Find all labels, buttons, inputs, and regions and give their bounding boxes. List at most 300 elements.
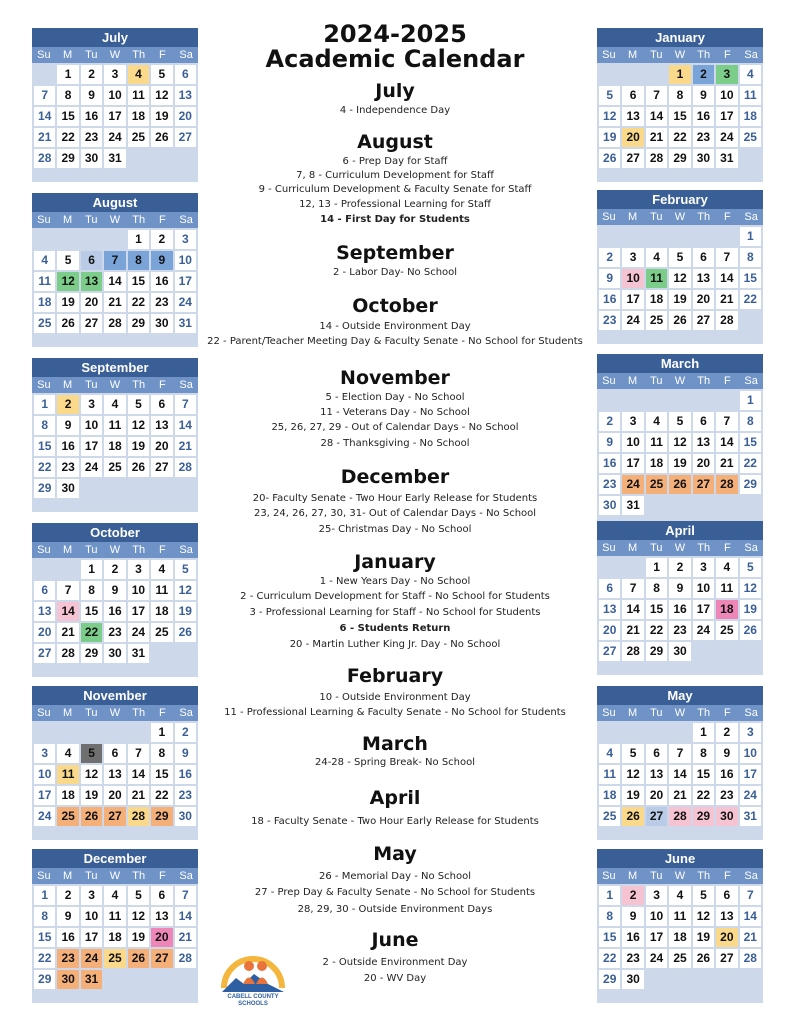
day-cell: 3 bbox=[81, 886, 102, 905]
day-cell: 21 bbox=[646, 128, 667, 147]
day-cell: 18 bbox=[151, 602, 172, 621]
weekday-header-row bbox=[32, 868, 198, 884]
day-cell: 24 bbox=[646, 949, 667, 968]
weekday-label: F bbox=[159, 379, 166, 391]
day-cell: 30 bbox=[57, 479, 78, 498]
day-cell: 14 bbox=[740, 907, 761, 926]
day-cell: 5 bbox=[81, 744, 102, 763]
day-cell: 17 bbox=[104, 107, 125, 126]
event-item: 3 - Professional Learning for Staff - No School for Students bbox=[249, 607, 541, 618]
event-heading-april: April bbox=[369, 787, 421, 809]
month-header: February bbox=[597, 190, 763, 209]
day-cell: 14 bbox=[716, 433, 737, 452]
day-cell: 25 bbox=[151, 623, 172, 642]
empty-day-cell bbox=[599, 65, 620, 84]
day-cell: 12 bbox=[669, 269, 690, 288]
day-grid bbox=[32, 228, 198, 347]
weekday-label: M bbox=[627, 211, 638, 223]
day-cell: 23 bbox=[57, 949, 78, 968]
day-cell: 10 bbox=[646, 907, 667, 926]
event-item: 9 - Curriculum Development & Faculty Senate for Staff bbox=[258, 184, 532, 195]
day-cell: 12 bbox=[128, 907, 149, 926]
weekday-label: Sa bbox=[744, 870, 758, 882]
month-header: June bbox=[597, 849, 763, 868]
day-cell: 15 bbox=[646, 600, 667, 619]
day-cell: 21 bbox=[622, 621, 643, 640]
day-cell: 5 bbox=[669, 412, 690, 431]
weekday-label: F bbox=[724, 49, 731, 61]
weekday-label: Su bbox=[37, 870, 51, 882]
day-cell: 20 bbox=[622, 128, 643, 147]
day-cell: 23 bbox=[693, 128, 714, 147]
day-cell: 1 bbox=[151, 723, 172, 742]
day-cell: 6 bbox=[151, 886, 172, 905]
day-cell: 12 bbox=[128, 416, 149, 435]
day-cell: 21 bbox=[175, 928, 196, 947]
day-cell: 20 bbox=[104, 786, 125, 805]
weekday-header-row bbox=[32, 542, 198, 558]
event-item: 18 - Faculty Senate - Two Hour Early Release for Students bbox=[251, 816, 539, 827]
day-cell: 29 bbox=[151, 807, 172, 826]
empty-day-cell bbox=[128, 723, 149, 742]
weekday-label: Su bbox=[37, 49, 51, 61]
weekday-label: W bbox=[674, 211, 686, 223]
day-cell: 25 bbox=[646, 311, 667, 330]
day-cell: 31 bbox=[740, 807, 761, 826]
event-heading-september: September bbox=[336, 242, 454, 264]
day-cell: 6 bbox=[646, 744, 667, 763]
weekday-label: Th bbox=[697, 707, 711, 719]
day-cell: 22 bbox=[599, 949, 620, 968]
day-cell: 16 bbox=[175, 765, 196, 784]
day-cell: 5 bbox=[693, 886, 714, 905]
day-cell: 12 bbox=[151, 86, 172, 105]
weekday-label: M bbox=[62, 379, 73, 391]
day-cell: 11 bbox=[104, 907, 125, 926]
day-cell: 26 bbox=[81, 807, 102, 826]
day-cell: 15 bbox=[81, 602, 102, 621]
day-cell: 22 bbox=[669, 128, 690, 147]
day-cell: 26 bbox=[669, 475, 690, 494]
weekday-label: Su bbox=[37, 214, 51, 226]
title-academic-calendar: Academic Calendar bbox=[265, 45, 525, 73]
day-cell: 14 bbox=[716, 269, 737, 288]
day-cell: 25 bbox=[716, 621, 737, 640]
event-heading-august: August bbox=[357, 131, 433, 153]
weekday-label: M bbox=[62, 707, 73, 719]
day-cell: 14 bbox=[104, 272, 125, 291]
weekday-header-row bbox=[597, 209, 763, 225]
day-cell: 7 bbox=[740, 886, 761, 905]
day-cell: 24 bbox=[104, 128, 125, 147]
day-cell: 13 bbox=[646, 765, 667, 784]
day-cell: 14 bbox=[128, 765, 149, 784]
day-cell: 16 bbox=[693, 107, 714, 126]
day-cell: 12 bbox=[599, 107, 620, 126]
day-cell: 17 bbox=[622, 290, 643, 309]
day-cell: 21 bbox=[716, 454, 737, 473]
weekday-header-row bbox=[32, 705, 198, 721]
day-cell: 3 bbox=[622, 248, 643, 267]
day-cell: 9 bbox=[622, 907, 643, 926]
day-cell: 26 bbox=[693, 949, 714, 968]
weekday-label: F bbox=[724, 870, 731, 882]
weekday-label: Su bbox=[602, 870, 616, 882]
day-cell: 10 bbox=[81, 416, 102, 435]
day-cell: 27 bbox=[104, 807, 125, 826]
day-cell: 9 bbox=[57, 416, 78, 435]
weekday-label: F bbox=[724, 707, 731, 719]
day-cell: 28 bbox=[622, 642, 643, 661]
empty-day-cell bbox=[669, 391, 690, 410]
day-grid bbox=[597, 721, 763, 840]
day-cell: 30 bbox=[622, 970, 643, 989]
day-cell: 27 bbox=[81, 314, 102, 333]
day-cell: 18 bbox=[34, 293, 55, 312]
weekday-label: Tu bbox=[650, 49, 663, 61]
day-cell: 21 bbox=[128, 786, 149, 805]
empty-day-cell bbox=[669, 227, 690, 246]
day-cell: 19 bbox=[669, 290, 690, 309]
day-cell: 4 bbox=[716, 558, 737, 577]
day-cell: 22 bbox=[740, 290, 761, 309]
event-item: 12, 13 - Professional Learning for Staff bbox=[299, 199, 491, 210]
calendar-may bbox=[597, 686, 763, 840]
day-cell: 11 bbox=[740, 86, 761, 105]
day-cell: 1 bbox=[34, 886, 55, 905]
weekday-label: W bbox=[674, 542, 686, 554]
day-cell: 18 bbox=[669, 928, 690, 947]
day-cell: 29 bbox=[740, 475, 761, 494]
day-cell: 2 bbox=[693, 65, 714, 84]
weekday-label: F bbox=[159, 544, 166, 556]
day-cell: 22 bbox=[81, 623, 102, 642]
weekday-label: Th bbox=[132, 379, 146, 391]
weekday-label: Sa bbox=[744, 375, 758, 387]
day-cell: 11 bbox=[57, 765, 78, 784]
weekday-label: F bbox=[724, 375, 731, 387]
day-cell: 5 bbox=[57, 251, 78, 270]
day-cell: 4 bbox=[646, 248, 667, 267]
event-heading-june: June bbox=[371, 929, 419, 951]
day-cell: 29 bbox=[693, 807, 714, 826]
calendar-march bbox=[597, 354, 763, 529]
empty-day-cell bbox=[622, 723, 643, 742]
day-cell: 17 bbox=[622, 454, 643, 473]
day-cell: 17 bbox=[175, 272, 196, 291]
event-heading-july: July bbox=[375, 80, 415, 102]
event-item: 20 - Martin Luther King Jr. Day - No School bbox=[289, 639, 501, 650]
day-cell: 24 bbox=[81, 458, 102, 477]
day-cell: 3 bbox=[693, 558, 714, 577]
weekday-label: Su bbox=[37, 379, 51, 391]
weekday-header-row bbox=[32, 47, 198, 63]
day-cell: 16 bbox=[57, 437, 78, 456]
weekday-header-row bbox=[597, 540, 763, 556]
day-cell: 11 bbox=[104, 416, 125, 435]
day-cell: 3 bbox=[34, 744, 55, 763]
calendar-december bbox=[32, 849, 198, 1003]
weekday-label: F bbox=[159, 707, 166, 719]
day-cell: 16 bbox=[599, 290, 620, 309]
weekday-label: Tu bbox=[650, 375, 663, 387]
day-cell: 27 bbox=[175, 128, 196, 147]
event-item: 2 - Curriculum Development for Staff - No School for Students bbox=[240, 591, 550, 602]
event-item: 26 - Memorial Day - No School bbox=[319, 871, 471, 882]
weekday-header-row bbox=[597, 705, 763, 721]
event-item: 25, 26, 27, 29 - Out of Calendar Days - No School bbox=[271, 422, 519, 433]
day-cell: 18 bbox=[104, 928, 125, 947]
day-cell: 23 bbox=[151, 293, 172, 312]
calendar-january bbox=[597, 28, 763, 182]
day-cell: 4 bbox=[57, 744, 78, 763]
event-heading-march: March bbox=[362, 733, 428, 755]
day-cell: 31 bbox=[622, 496, 643, 515]
day-cell: 27 bbox=[646, 807, 667, 826]
day-cell: 10 bbox=[175, 251, 196, 270]
day-cell: 30 bbox=[81, 149, 102, 168]
day-cell: 3 bbox=[646, 886, 667, 905]
day-cell: 22 bbox=[693, 786, 714, 805]
day-cell: 2 bbox=[622, 886, 643, 905]
day-cell: 13 bbox=[175, 86, 196, 105]
day-cell: 16 bbox=[57, 928, 78, 947]
day-cell: 25 bbox=[669, 949, 690, 968]
day-cell: 3 bbox=[622, 412, 643, 431]
weekday-label: F bbox=[724, 542, 731, 554]
day-cell: 19 bbox=[693, 928, 714, 947]
empty-day-cell bbox=[622, 227, 643, 246]
empty-day-cell bbox=[599, 391, 620, 410]
day-cell: 1 bbox=[646, 558, 667, 577]
weekday-label: M bbox=[62, 544, 73, 556]
day-cell: 25 bbox=[128, 128, 149, 147]
day-cell: 30 bbox=[57, 970, 78, 989]
calendar-september bbox=[32, 358, 198, 512]
weekday-label: M bbox=[62, 214, 73, 226]
day-cell: 5 bbox=[151, 65, 172, 84]
day-cell: 27 bbox=[716, 949, 737, 968]
day-cell: 22 bbox=[646, 621, 667, 640]
day-cell: 25 bbox=[646, 475, 667, 494]
day-cell: 7 bbox=[34, 86, 55, 105]
calendar-july bbox=[32, 28, 198, 182]
day-cell: 1 bbox=[669, 65, 690, 84]
day-cell: 3 bbox=[104, 65, 125, 84]
day-cell: 6 bbox=[151, 395, 172, 414]
day-cell: 24 bbox=[81, 949, 102, 968]
day-cell: 2 bbox=[599, 248, 620, 267]
day-cell: 9 bbox=[599, 433, 620, 452]
day-cell: 20 bbox=[151, 928, 172, 947]
weekday-label: M bbox=[627, 707, 638, 719]
day-cell: 19 bbox=[669, 454, 690, 473]
weekday-label: Th bbox=[132, 707, 146, 719]
empty-day-cell bbox=[599, 558, 620, 577]
day-cell: 17 bbox=[81, 437, 102, 456]
event-item: 22 - Parent/Teacher Meeting Day & Faculty Senate - No School for Students bbox=[207, 336, 583, 347]
day-cell: 14 bbox=[622, 600, 643, 619]
weekday-label: M bbox=[627, 375, 638, 387]
weekday-label: Su bbox=[37, 707, 51, 719]
day-cell: 16 bbox=[104, 602, 125, 621]
day-cell: 28 bbox=[57, 644, 78, 663]
weekday-label: Th bbox=[132, 214, 146, 226]
weekday-header-row bbox=[32, 212, 198, 228]
day-cell: 16 bbox=[599, 454, 620, 473]
day-cell: 13 bbox=[622, 107, 643, 126]
empty-day-cell bbox=[34, 723, 55, 742]
day-cell: 12 bbox=[669, 433, 690, 452]
weekday-label: Sa bbox=[179, 870, 193, 882]
day-grid bbox=[597, 63, 763, 182]
day-cell: 10 bbox=[716, 86, 737, 105]
day-cell: 20 bbox=[151, 437, 172, 456]
day-cell: 21 bbox=[175, 437, 196, 456]
day-grid bbox=[597, 389, 763, 529]
day-cell: 11 bbox=[646, 269, 667, 288]
empty-day-cell bbox=[622, 558, 643, 577]
event-heading-may: May bbox=[373, 843, 417, 865]
day-cell: 8 bbox=[81, 581, 102, 600]
calendar-november bbox=[32, 686, 198, 840]
weekday-label: Sa bbox=[179, 707, 193, 719]
day-cell: 4 bbox=[128, 65, 149, 84]
day-cell: 10 bbox=[34, 765, 55, 784]
day-cell: 18 bbox=[104, 437, 125, 456]
day-cell: 11 bbox=[151, 581, 172, 600]
day-cell: 24 bbox=[740, 786, 761, 805]
day-cell: 19 bbox=[81, 786, 102, 805]
day-cell: 24 bbox=[693, 621, 714, 640]
day-cell: 14 bbox=[57, 602, 78, 621]
day-cell: 4 bbox=[34, 251, 55, 270]
day-cell: 30 bbox=[693, 149, 714, 168]
empty-day-cell bbox=[693, 227, 714, 246]
day-cell: 5 bbox=[622, 744, 643, 763]
day-cell: 13 bbox=[716, 907, 737, 926]
day-cell: 23 bbox=[81, 128, 102, 147]
day-cell: 20 bbox=[716, 928, 737, 947]
weekday-label: M bbox=[62, 49, 73, 61]
day-cell: 2 bbox=[599, 412, 620, 431]
empty-day-cell bbox=[669, 723, 690, 742]
day-cell: 14 bbox=[669, 765, 690, 784]
month-header: December bbox=[32, 849, 198, 868]
day-cell: 31 bbox=[175, 314, 196, 333]
day-cell: 26 bbox=[57, 314, 78, 333]
empty-day-cell bbox=[646, 65, 667, 84]
day-cell: 23 bbox=[599, 311, 620, 330]
weekday-label: Tu bbox=[85, 707, 98, 719]
event-heading-february: February bbox=[346, 665, 444, 687]
day-cell: 9 bbox=[693, 86, 714, 105]
weekday-label: Sa bbox=[179, 49, 193, 61]
day-cell: 20 bbox=[81, 293, 102, 312]
day-cell: 12 bbox=[175, 581, 196, 600]
empty-day-cell bbox=[646, 391, 667, 410]
day-cell: 7 bbox=[716, 248, 737, 267]
title-year: 2024-2025 bbox=[323, 20, 467, 48]
day-cell: 27 bbox=[599, 642, 620, 661]
weekday-label: F bbox=[159, 214, 166, 226]
day-cell: 15 bbox=[151, 765, 172, 784]
day-cell: 7 bbox=[669, 744, 690, 763]
weekday-label: Sa bbox=[179, 214, 193, 226]
day-cell: 20 bbox=[599, 621, 620, 640]
empty-day-cell bbox=[57, 723, 78, 742]
event-item: 2 - Labor Day- No School bbox=[332, 267, 458, 278]
day-cell: 27 bbox=[151, 949, 172, 968]
logo-line1: CABELL COUNTY bbox=[227, 994, 279, 1000]
weekday-header-row bbox=[597, 868, 763, 884]
events-list bbox=[205, 0, 585, 1024]
day-cell: 8 bbox=[740, 412, 761, 431]
day-cell: 23 bbox=[57, 458, 78, 477]
day-cell: 31 bbox=[81, 970, 102, 989]
calendar-february bbox=[597, 190, 763, 344]
day-cell: 9 bbox=[599, 269, 620, 288]
day-cell: 6 bbox=[693, 248, 714, 267]
day-cell: 4 bbox=[646, 412, 667, 431]
weekday-label: W bbox=[674, 375, 686, 387]
day-cell: 30 bbox=[599, 496, 620, 515]
event-item: 14 - First Day for Students bbox=[320, 214, 470, 225]
event-item: 7, 8 - Curriculum Development for Staff bbox=[296, 170, 494, 181]
day-cell: 29 bbox=[128, 314, 149, 333]
weekday-label: W bbox=[109, 544, 121, 556]
weekday-label: Tu bbox=[650, 707, 663, 719]
day-cell: 9 bbox=[104, 581, 125, 600]
calendar-june bbox=[597, 849, 763, 1003]
day-cell: 3 bbox=[175, 230, 196, 249]
weekday-label: W bbox=[674, 707, 686, 719]
day-cell: 28 bbox=[175, 949, 196, 968]
day-cell: 24 bbox=[34, 807, 55, 826]
day-cell: 6 bbox=[693, 412, 714, 431]
weekday-label: Th bbox=[697, 49, 711, 61]
day-cell: 10 bbox=[693, 579, 714, 598]
event-item: 20- Faculty Senate - Two Hour Early Release for Students bbox=[252, 493, 538, 504]
weekday-label: M bbox=[62, 870, 73, 882]
day-cell: 2 bbox=[81, 65, 102, 84]
day-cell: 19 bbox=[740, 600, 761, 619]
day-cell: 24 bbox=[128, 623, 149, 642]
empty-day-cell bbox=[104, 230, 125, 249]
day-cell: 6 bbox=[622, 86, 643, 105]
day-cell: 18 bbox=[128, 107, 149, 126]
month-header: March bbox=[597, 354, 763, 373]
day-grid bbox=[597, 884, 763, 1003]
day-cell: 30 bbox=[669, 642, 690, 661]
day-cell: 3 bbox=[716, 65, 737, 84]
day-cell: 27 bbox=[34, 644, 55, 663]
empty-day-cell bbox=[646, 723, 667, 742]
empty-day-cell bbox=[622, 65, 643, 84]
empty-day-cell bbox=[104, 723, 125, 742]
day-cell: 6 bbox=[34, 581, 55, 600]
event-item: 28 - Thanksgiving - No School bbox=[320, 438, 470, 449]
weekday-label: Tu bbox=[650, 870, 663, 882]
weekday-label: W bbox=[109, 870, 121, 882]
day-cell: 23 bbox=[622, 949, 643, 968]
day-cell: 26 bbox=[622, 807, 643, 826]
day-cell: 8 bbox=[128, 251, 149, 270]
weekday-label: W bbox=[109, 214, 121, 226]
day-cell: 23 bbox=[669, 621, 690, 640]
day-cell: 19 bbox=[151, 107, 172, 126]
day-cell: 24 bbox=[622, 475, 643, 494]
